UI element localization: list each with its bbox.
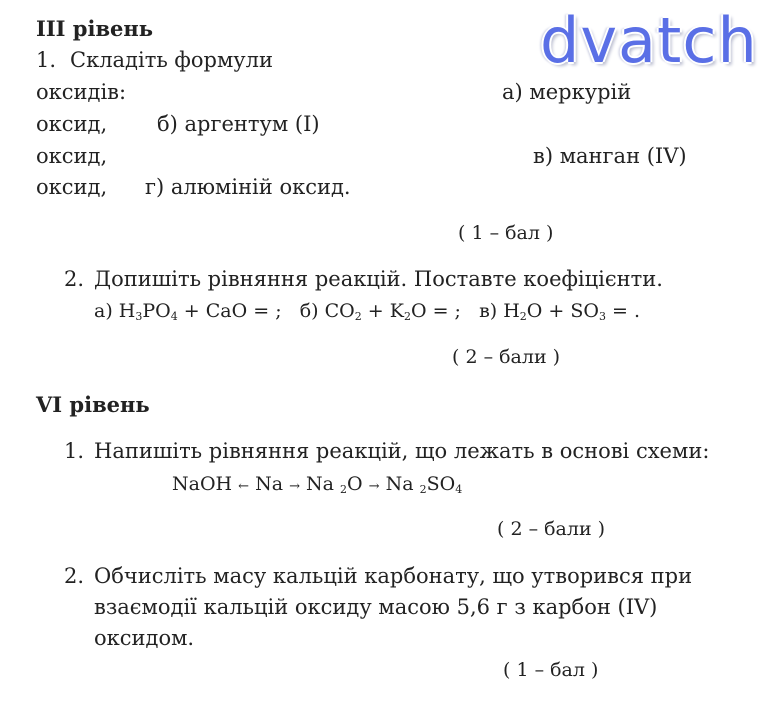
equation-c: $H_2O + SO_3$ = . — [503, 300, 641, 323]
task-6-2-number: 2. — [64, 564, 85, 588]
task-6-2-score: ( 1 – бал ) — [503, 659, 599, 681]
task-6-2-line-3: оксидом. — [94, 626, 195, 650]
task-1-line-5a: оксид, — [36, 175, 108, 199]
reaction-scheme: NaOH ← Na → Na $_2$O → Na $_2SO_4$ — [172, 473, 463, 496]
task-2-score: ( 2 – бали ) — [452, 346, 561, 368]
equation-a-label: а) — [94, 300, 113, 322]
task-6-1-score: ( 2 – бали ) — [497, 518, 606, 540]
task-2-number: 2. — [64, 267, 85, 291]
task-1-number: 1. — [36, 48, 57, 72]
equation-a: $H_3PO_4$ + CaO = ; — [118, 300, 282, 323]
watermark-logo: dvatch — [540, 4, 758, 77]
level-3-title: III рівень — [36, 16, 154, 41]
task-1-line-2a: оксидів: — [36, 80, 127, 104]
task-1-line-4b: в) манган (IV) — [533, 144, 687, 168]
task-6-1-text: Напишіть рівняння реакцій, що лежать в основі схеми: — [94, 439, 710, 463]
equation-c-label: в) — [479, 300, 498, 322]
task-6-2-line-1: Обчисліть масу кальцій карбонату, що утворився при — [94, 564, 693, 588]
task-6-2-line-2: взаємодії кальцій оксиду масою 5,6 г з карбон (IV) — [94, 595, 658, 619]
task-2-equations — [94, 298, 640, 324]
task-6-1-number: 1. — [64, 439, 85, 463]
task-1-line-3a: оксид, — [36, 112, 108, 136]
task-1-line-4a: оксид, — [36, 144, 108, 168]
equation-b-label: б) — [299, 300, 319, 322]
task-1-line-5b: г) алюміній оксид. — [145, 175, 351, 199]
task-2-text: Допишіть рівняння реакцій. Поставте коефіцієнти. — [94, 267, 663, 291]
task-1-line-3b: б) аргентум (I) — [157, 112, 320, 136]
task-1-line-1: Складіть формули — [70, 48, 273, 72]
level-6-title: VI рівень — [36, 392, 150, 417]
task-1-line-2b: а) меркурій — [502, 80, 632, 104]
task-1-score: ( 1 – бал ) — [458, 222, 554, 244]
equation-b: $CO_2 + K_2O$ = ; — [324, 300, 461, 323]
